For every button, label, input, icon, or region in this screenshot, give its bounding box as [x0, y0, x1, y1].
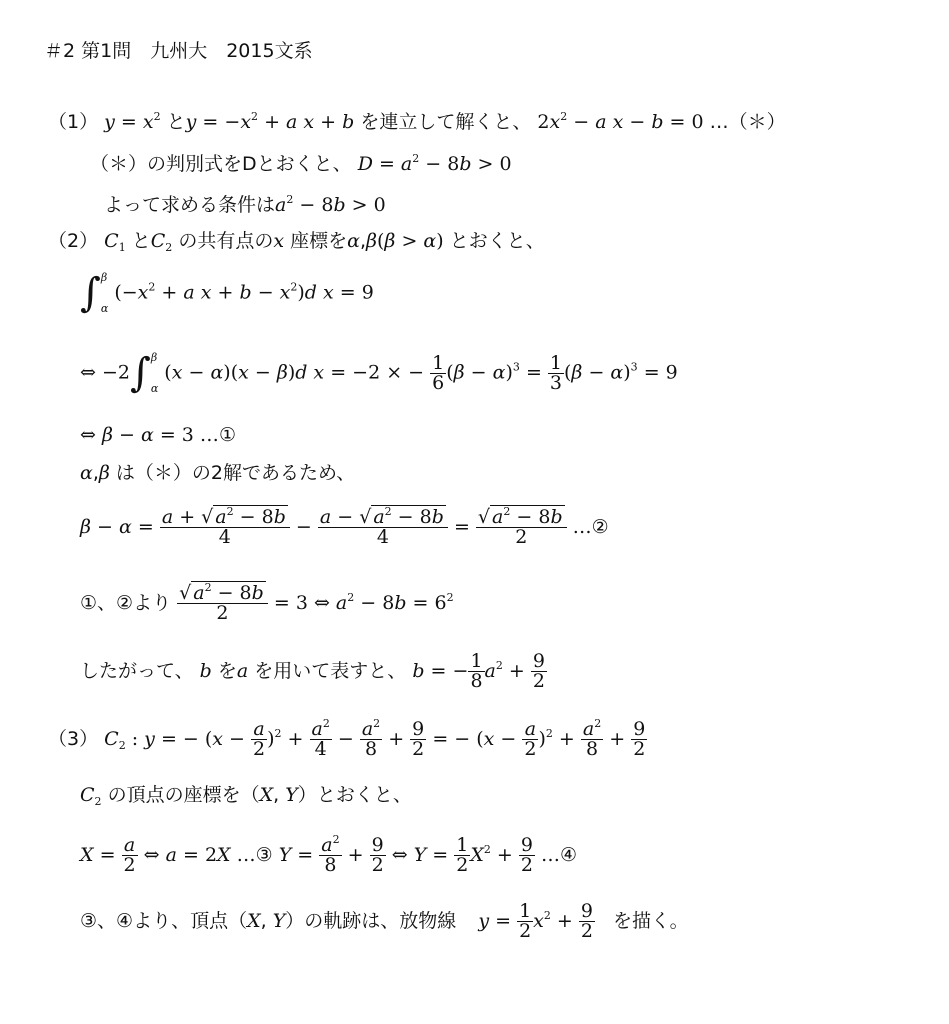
- part1-text-b: …（＊）: [709, 111, 786, 133]
- vertex-line: $C_2$ の頂点の座標を（X, Y）とおくと、: [80, 784, 412, 808]
- conclusion-text-b: の軌跡は、放物線: [304, 910, 457, 932]
- final-text-b: を: [217, 660, 237, 682]
- circle-3: ③: [255, 844, 273, 866]
- integral-eq: ∫ β α ($-x^2 + a$ $x + b - x^2)d$ x = 9: [80, 270, 374, 316]
- final-text-c: を用いて表すと、: [254, 660, 407, 682]
- page-title: ＃2 第1問 九州大 2015文系: [44, 40, 313, 62]
- circle-2: ②: [591, 516, 609, 538]
- part2-text-c: とおくと、: [449, 230, 545, 252]
- conclusion-text-c: を描く。: [613, 910, 689, 932]
- roots-line: α,β は（＊）の2解であるため、: [80, 462, 356, 484]
- roots-text: は（＊）の2解であるため、: [115, 462, 356, 484]
- part2-intro: （2） $C_1$ と$C_2$ の共有点のx 座標をα,β(β > α) とおくと、: [48, 230, 545, 254]
- integral-equiv: ⇔ −2∫ β α (x − α)(x − β)d x = −2 × − $\frac{1}{6}$ $(\beta - \alpha)^3$ = $\frac{1}{3}$ $(\beta - \alpha)^3 = 9$: [80, 350, 678, 396]
- part1-text-c: （＊）の判別式をDとおくと、: [90, 153, 352, 175]
- circle-1: ①: [218, 424, 236, 446]
- part2-label: （2）: [48, 230, 99, 252]
- final-text-a: したがって、: [80, 660, 194, 682]
- part3-c2-line: （3） $C_2$ : y = − (x − $\frac{a}{2}$ )$^2$ + $\frac{a^2}{4}$ − $\frac{a^2}{8}$ + $\frac{9}{2}$ = − (x − $\frac{a}{2}$ )$^2$ + $\frac{a^2}{8}$ + $\frac{9}{2}$: [48, 717, 646, 760]
- conclusion-text-a: ③、④より、頂点: [80, 910, 229, 932]
- vertex-text-a: の頂点の座標を: [107, 784, 241, 806]
- part1-line3: よって求める条件は$a^2 - 8b > 0$: [104, 193, 386, 216]
- circle-4: ④: [560, 844, 578, 866]
- part2-text-a: の共有点の: [178, 230, 274, 252]
- part1-line2: （＊）の判別式をDとおくと、 $D = a^2 - 8b > 0$: [90, 152, 512, 175]
- from-12-text: ①、②より: [80, 592, 172, 614]
- diff-fraction-eq: β − α = $\frac{a + √ a^2 - 8b}{4}$ − $\frac{a - √ a^2 - 8b}{4}$ = $\frac{√ a^2 - 8b}{2}$ …②: [80, 505, 609, 548]
- from-12-line: ①、②より $\frac{√ a^2 - 8b}{2}$ = 3 ⇔ $a^2 - 8b = 6^2$: [80, 581, 454, 624]
- part1-label: （1）: [48, 111, 99, 133]
- part1-text-a: を連立して解くと、: [360, 111, 532, 133]
- part3-label: （3）: [48, 728, 99, 750]
- part1-text-d: よって求める条件は: [104, 194, 276, 216]
- part1-line1: （1） $y = x^2$ と$y = -x^2 + a$ x + b を連立して解くと、 $2x^2 - a$ x − b = 0 …（＊）: [48, 110, 786, 133]
- part2-text-b: 座標を: [290, 230, 348, 252]
- conj-to: と: [166, 111, 186, 133]
- vertex-text-b: とおくと、: [316, 784, 412, 806]
- conclusion-line: ③、④より、頂点（X, Y）の軌跡は、放物線 y = $\frac{1}{2}$ $x^2$ + $\frac{9}{2}$ を描く。: [80, 900, 689, 942]
- b-expression-line: したがって、 b をa を用いて表すと、 b = − $\frac{1}{8}$ $a^2$ + $\frac{9}{2}$: [80, 650, 545, 692]
- diff-eq: ⇔ β − α = 3 …①: [80, 424, 236, 446]
- xy-relations: X = $\frac{a}{2}$ ⇔ a = 2X …③ Y = $\frac{a^2}{8}$ + $\frac{9}{2}$ ⇔ Y = $\frac{1}{2}$ $X^2$ + $\frac{9}{2}$ …④: [80, 833, 578, 876]
